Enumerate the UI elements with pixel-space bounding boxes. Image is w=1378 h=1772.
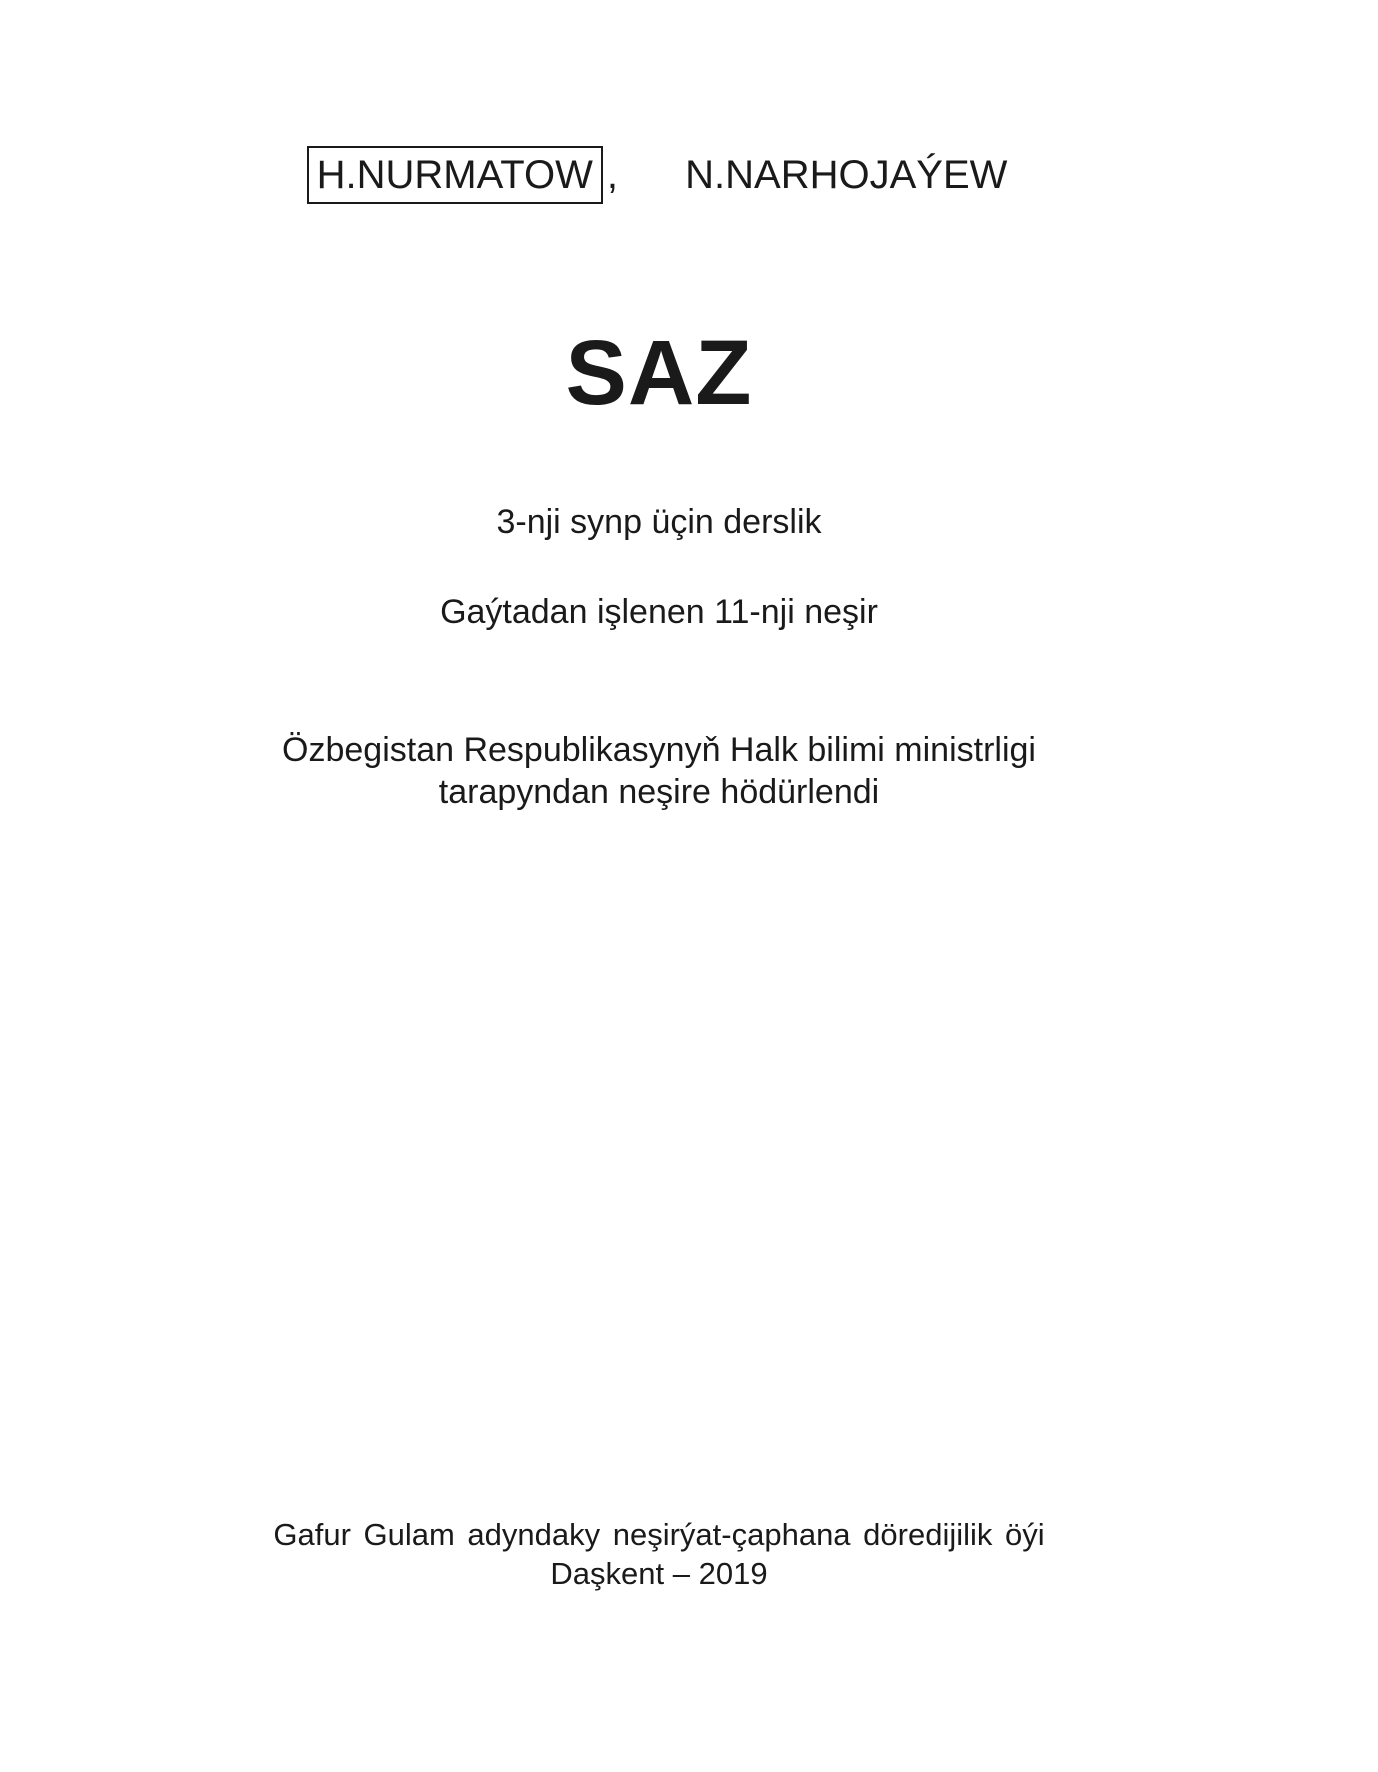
- approval-line-1: Özbegistan Respublikasynyň Halk bilimi ministrligi: [282, 731, 1036, 769]
- grade-subtitle: 3-nji synp üçin derslik: [496, 503, 822, 541]
- edition-note: Gaýtadan işlenen 11-nji neşir: [440, 593, 878, 631]
- publisher-name: Gafur Gulam adyndaky neşirýat-çaphana döredijilik öýi: [273, 1517, 1045, 1552]
- approval-line-2: tarapyndan neşire hödürlendi: [438, 773, 880, 811]
- authors-line: [0, 145, 1378, 205]
- author-first-boxed: H.NURMATOW: [307, 146, 603, 204]
- author-second: N.NARHOJAÝEW: [685, 153, 1008, 197]
- author-separator: ,: [606, 153, 619, 197]
- book-title: SAZ: [565, 322, 753, 424]
- publisher-city-year: Daşkent – 2019: [550, 1556, 768, 1591]
